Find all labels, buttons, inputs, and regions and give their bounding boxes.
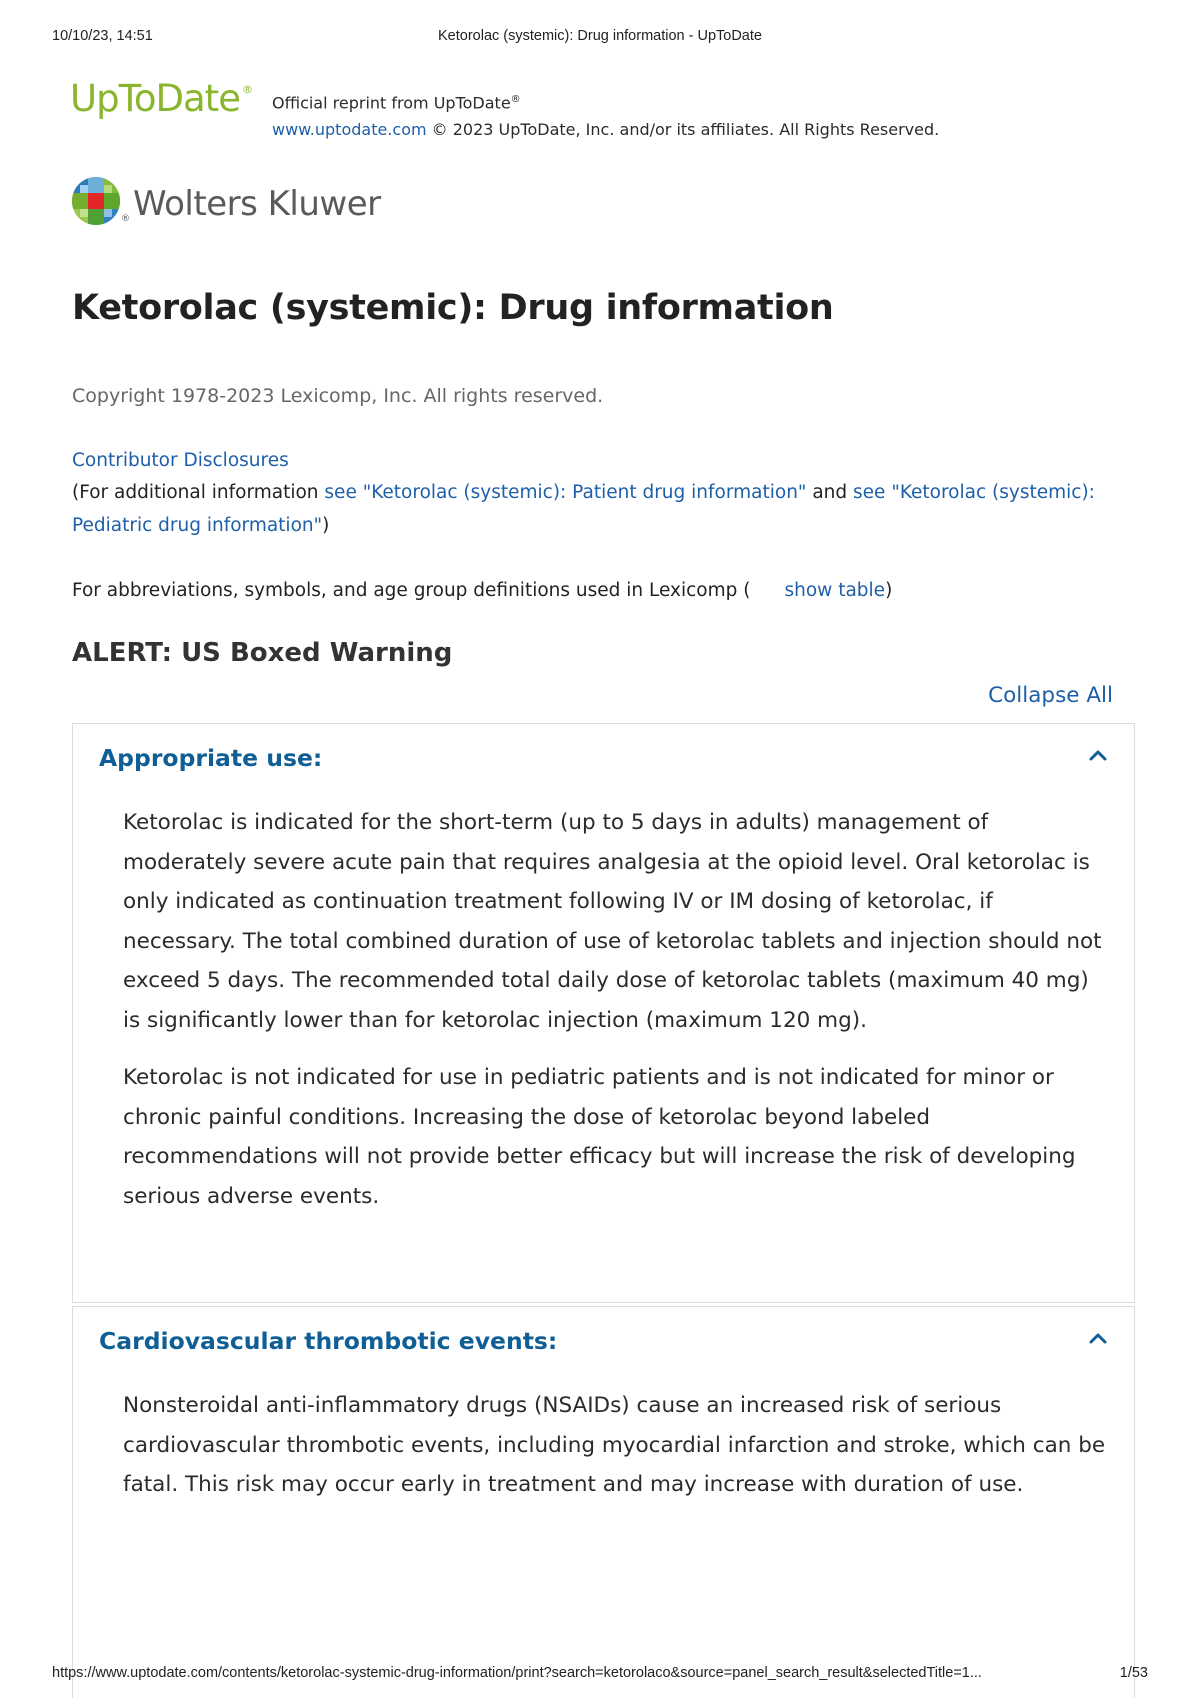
additional-info-close: ): [322, 515, 330, 536]
section-header[interactable]: [73, 1307, 1134, 1372]
print-header: [52, 28, 1148, 48]
uptodate-logo-text: UpToDate: [70, 77, 240, 120]
page-title: Ketorolac (systemic): Drug information: [72, 288, 834, 328]
section-paragraph: Ketorolac is not indicated for use in pediatric patients and is not indicated for minor or chronic painful conditions. Increasing the dose of ketorolac beyond labeled recommendations will not provide better efficacy but will increase the risk of developing serious adverse events.: [123, 1065, 1076, 1209]
abbreviations-note: [72, 580, 892, 601]
boxed-warning-section: [72, 723, 1135, 1303]
print-datetime: 10/10/23, 14:51: [52, 28, 153, 44]
alert-title: ALERT: US Boxed Warning: [72, 638, 453, 668]
uptodate-logo-reg: ®: [241, 83, 252, 96]
abbreviations-text: For abbreviations, symbols, and age group definitions used in Lexicomp (: [72, 580, 751, 601]
chevron-up-icon[interactable]: [1088, 748, 1108, 762]
additional-info-open: (For additional information: [72, 482, 325, 503]
rights-text: © 2023 UpToDate, Inc. and/or its affiliates. All Rights Reserved.: [426, 120, 940, 140]
boxed-warning-section: [72, 1306, 1135, 1698]
patient-drug-info-link[interactable]: see "Ketorolac (systemic): Patient drug information": [324, 482, 807, 503]
wolters-kluwer-mark-icon: [71, 176, 121, 226]
section-paragraph: Ketorolac is indicated for the short-term (up to 5 days in adults) management of moderately severe acute pain that requires analgesia at the opioid level. Oral ketorolac is only indicated as continuation treatment following IV or IM dosing of ketorolac, if necessary. The total combined duration of use of ketorolac tablets and injection should not exceed 5 days. The recommended total daily dose of ketorolac tablets (maximum 40 mg) is significantly lower than for ketorolac injection (maximum 120 mg).: [123, 810, 1102, 1033]
uptodate-site-link[interactable]: www.uptodate.com: [272, 120, 427, 140]
wolters-kluwer-reg: ®: [121, 214, 130, 224]
section-title: Cardiovascular thrombotic events:: [99, 1327, 558, 1355]
abbreviations-close: ): [885, 580, 893, 601]
chevron-up-icon[interactable]: [1088, 1331, 1108, 1345]
collapse-all-button[interactable]: Collapse All: [988, 683, 1113, 708]
section-header[interactable]: [73, 724, 1134, 789]
section-body: [73, 1372, 1134, 1505]
print-url: https://www.uptodate.com/contents/ketorolac-systemic-drug-information/print?search=ketorolaco&source=panel_search_result&selectedTitle=1...: [52, 1665, 982, 1681]
additional-info-and: and: [806, 482, 854, 503]
print-page-title: Ketorolac (systemic): Drug information - UpToDate: [438, 28, 762, 44]
contributor-disclosures-link[interactable]: Contributor Disclosures: [72, 450, 289, 471]
section-title: Appropriate use:: [99, 744, 323, 772]
uptodate-logo[interactable]: [70, 77, 252, 120]
page-number: 1/53: [1119, 1665, 1148, 1681]
wolters-kluwer-text: Wolters Kluwer: [133, 184, 381, 224]
additional-info: [72, 476, 1122, 542]
section-body: [73, 789, 1134, 1216]
pediatric-drug-info-link[interactable]: see "Ketorolac (systemic): Pediatric drug information": [72, 482, 1095, 536]
section-paragraph: Nonsteroidal anti-inflammatory drugs (NSAIDs) cause an increased risk of serious cardiovascular thrombotic events, including myocardial infarction and stroke, which can be fatal. This risk may occur early in treatment and may increase with duration of use.: [123, 1393, 1106, 1497]
reprint-line: Official reprint from UpToDate: [272, 93, 511, 113]
show-table-link[interactable]: show table: [784, 580, 886, 601]
print-footer: [52, 1665, 1148, 1685]
copyright-text: Copyright 1978-2023 Lexicomp, Inc. All rights reserved.: [72, 385, 604, 407]
reprint-reg: ®: [510, 94, 521, 105]
reprint-notice: [272, 86, 939, 143]
